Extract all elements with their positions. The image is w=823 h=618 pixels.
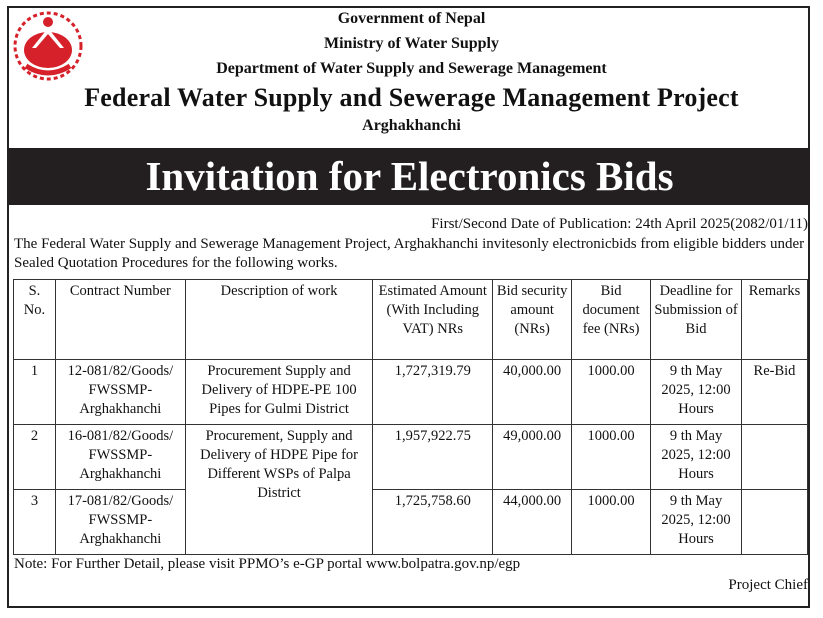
col-header-remarks: Remarks: [741, 280, 807, 360]
col-header-estimated: Estimated Amount (With Including VAT) NRs: [373, 280, 493, 360]
cell-description: Procurement, Supply and Delivery of HDPE Pipe for Different WSPs of Palpa District: [185, 425, 373, 555]
government-line: Government of Nepal: [337, 10, 486, 27]
cell-deadline: 9 th May 2025, 12:00 Hours: [651, 360, 742, 425]
table-row: [14, 425, 808, 490]
cell-fee: 1000.00: [572, 425, 651, 490]
project-title: Federal Water Supply and Sewerage Management Project: [84, 83, 739, 112]
cell-remarks: [741, 490, 807, 555]
cell-contract: 12-081/82/Goods/ FWSSMP-Arghakhanchi: [55, 360, 185, 425]
cell-security: 40,000.00: [493, 360, 572, 425]
cell-fee: 1000.00: [572, 360, 651, 425]
intro-paragraph: The Federal Water Supply and Sewerage Management Project, Arghakhanchi invitesonly electronicbids from eligible bidders under Sealed Quotation Procedures for the following works.: [14, 236, 805, 271]
col-header-deadline: Deadline for Submission of Bid: [651, 280, 742, 360]
cell-remarks: [741, 425, 807, 490]
cell-estimated: 1,957,922.75: [373, 425, 493, 490]
cell-estimated: 1,725,758.60: [373, 490, 493, 555]
cell-remarks: Re-Bid: [741, 360, 807, 425]
col-header-sn: S. No.: [14, 280, 56, 360]
cell-fee: 1000.00: [572, 490, 651, 555]
ministry-line: Ministry of Water Supply: [324, 35, 499, 52]
col-header-fee: Bid document fee (NRs): [572, 280, 651, 360]
col-header-contract: Contract Number: [55, 280, 185, 360]
table-row: [14, 490, 808, 555]
cell-security: 44,000.00: [493, 490, 572, 555]
publication-date: First/Second Date of Publication: 24th April 2025(2082/01/11): [431, 216, 808, 232]
bids-table: [13, 279, 808, 555]
col-header-description: Description of work: [185, 280, 373, 360]
cell-sn: 2: [14, 425, 56, 490]
cell-deadline: 9 th May 2025, 12:00 Hours: [651, 425, 742, 490]
notice-banner: Invitation for Electronics Bids: [9, 148, 810, 205]
cell-security: 49,000.00: [493, 425, 572, 490]
cell-description: Procurement Supply and Delivery of HDPE-PE 100 Pipes for Gulmi District: [185, 360, 373, 425]
department-line: Department of Water Supply and Sewerage Management: [216, 60, 607, 77]
cell-deadline: 9 th May 2025, 12:00 Hours: [651, 490, 742, 555]
project-location: Arghakhanchi: [362, 117, 461, 134]
table-header-row: [14, 280, 808, 360]
cell-contract: 17-081/82/Goods/ FWSSMP-Arghakhanchi: [55, 490, 185, 555]
cell-sn: 1: [14, 360, 56, 425]
portal-note: Note: For Further Detail, please visit PPMO’s e-GP portal www.bolpatra.gov.np/egp: [14, 556, 521, 572]
cell-contract: 16-081/82/Goods/ FWSSMP-Arghakhanchi: [55, 425, 185, 490]
cell-sn: 3: [14, 490, 56, 555]
cell-estimated: 1,727,319.79: [373, 360, 493, 425]
signatory: Project Chief: [728, 577, 808, 593]
col-header-security: Bid security amount (NRs): [493, 280, 572, 360]
table-row: [14, 360, 808, 425]
